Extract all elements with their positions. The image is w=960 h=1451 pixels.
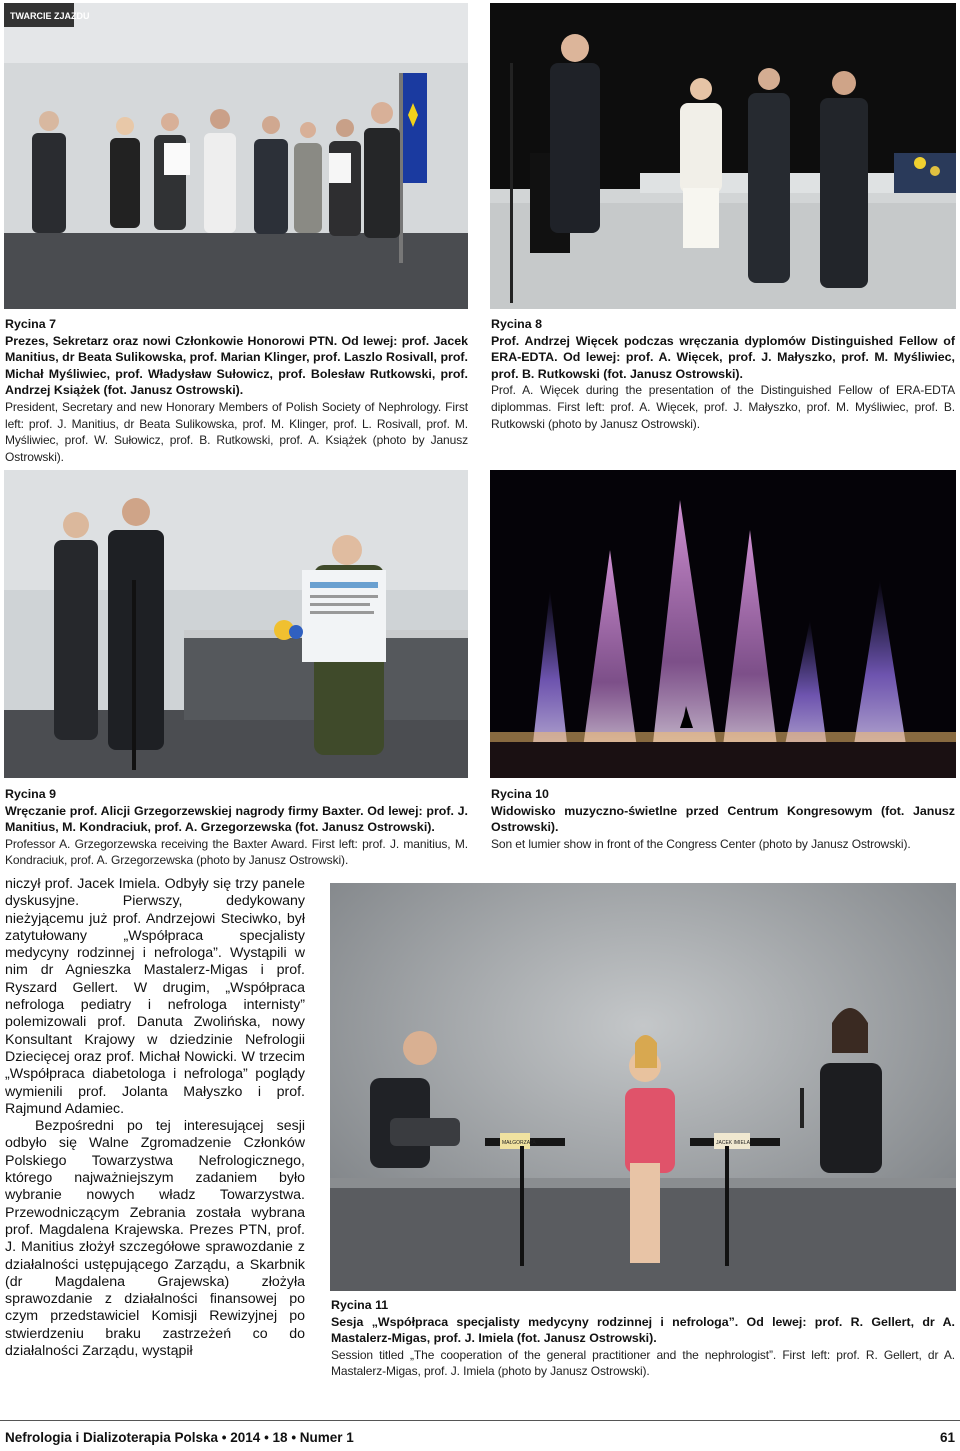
photo-rycina-9-image [4, 470, 468, 778]
caption-label: Rycina 7 [5, 317, 56, 331]
nameplate-right-text: JACEK IMIELA [716, 1140, 750, 1146]
caption-polish-text: Sesja „Współpraca specjalisty medycyny rodzinnej i nefrologa”. Od lewej: prof. R. Gellert, dr A. Mastalerz-Migas, prof. J. Imiela (fot. Janusz Ostrowski). [331, 1314, 955, 1346]
photo-rycina-9 [4, 470, 468, 778]
body-paragraph: niczył prof. Jacek Imiela. Odbyły się trzy panele dyskusyjne. Pierwszy, dedykowany nieżyjącemu już prof. Andrzejowi Steciwko, był zatytułowany „Współpraca specjalisty medycyny rodzinnej i nefrologa”. Wystąpili w nim dr Agnieszka Mastalerz-Migas i prof. Ryszard Gellert. W drugim, „Współpraca nefrologa pediatry i nefrologa internisty” polemizowali prof. Danuta Zwolińska, nowy Konsultant Krajowy w dziedzinie Nefrologii Dziecięcej oraz prof. Michał Nowicki. W trzecim „Współpraca diabetologa i nefrologa” poglądy wymienili prof. Jolanta Małyszko i prof. Rajmund Adamiec. [5, 876, 305, 1117]
caption-english-text: President, Secretary and new Honorary Members of Polish Society of Nephrology. First left: prof. J. Manitius, dr Beata Sulikowska, prof. M. Klinger, prof. L. Rosivall, prof. M. Myśliwiec, prof. W. Sułowicz, prof. B. Rutkowski, prof. A. Książek (photo by Janusz Ostrowski). [5, 399, 468, 464]
journal-citation: Nefrologia i Dializoterapia Polska • 2014 • 18 • Numer 1 [5, 1430, 354, 1445]
photo-rycina-7-image [4, 3, 468, 309]
caption-english-text: Prof. A. Więcek during the presentation of the Distinguished Fellow of ERA-EDTA diplommas. First left: prof. A. Więcek, prof. J. Małyszko, prof. M. Myśliwiec, prof. B. Rutkowski (photo by Janusz Ostrowski). [491, 383, 955, 431]
photo-rycina-11-image [330, 883, 956, 1291]
body-paragraph: Bezpośredni po tej interesującej sesji odbyło się Walne Zgromadzenie Członków Polskiego Towarzystwa Nefrologicznego, którego najważniejszym zadaniem było wybranie nowych władz Towarzystwa. Przewodniczącym Zebrania została wybrana prof. Magdalena Krajewska. Prezes PTN, prof. J. Manitius złożył szczegółowe sprawozdanie z działalności ustępującego Zarządu, a Skarbnik (dr Magdalena Grajewska) złożyła sprawozdanie z działalności finansowej po czym przedstawiciel Komisji Rewizyjnej po stwierdzeniu braku zastrzeżeń co do działalności Zarządu, wystąpił [5, 1118, 305, 1360]
photo-rycina-8-image [490, 3, 956, 309]
caption-polish-text: Widowisko muzyczno-świetlne przed Centrum Kongresowym (fot. Janusz Ostrowski). [491, 803, 955, 835]
footer-divider [0, 1420, 960, 1421]
caption-english-text: Session titled „The cooperation of the general practitioner and the nephrologist”. First left: prof. R. Gellert, dr A. Mastalerz-Migas, prof. J. Imiela (photo by Janusz Ostrowski). [331, 1347, 955, 1379]
caption-rycina-7 [5, 316, 468, 465]
page-number: 61 [939, 1430, 955, 1445]
photo-rycina-7 [4, 3, 468, 309]
photo-banner-text: TWARCIE ZJAZDU [10, 11, 90, 21]
caption-label: Rycina 9 [5, 787, 56, 801]
caption-label: Rycina 8 [491, 317, 542, 331]
caption-label: Rycina 11 [331, 1298, 389, 1312]
caption-rycina-9 [5, 786, 468, 869]
caption-polish-text: Prezes, Sekretarz oraz nowi Członkowie Honorowi PTN. Od lewej: prof. Jacek Manitius, dr Beata Sulikowska, prof. Marian Klinger, prof. Laszlo Rosivall, prof. Michał Myśliwiec, prof. Władysław Sułowicz, prof. Bolesław Rutkowski, prof. Andrzej Książek (fot. Janusz Ostrowski). [5, 333, 468, 398]
caption-polish-text: Prof. Andrzej Więcek podczas wręczania dyplomów Distinguished Fellow of ERA-EDTA. Od lewej: prof. A. Więcek, prof. J. Małyszko, prof. M. Myśliwiec, prof. B. Rutkowski (fot. Janusz Ostrowski). [491, 333, 955, 381]
article-body-text [5, 876, 305, 1360]
photo-rycina-8 [490, 3, 956, 309]
caption-rycina-8 [491, 316, 955, 432]
caption-polish-text: Wręczanie prof. Alicji Grzegorzewskiej nagrody firmy Baxter. Od lewej: prof. J. Manitius, M. Kondraciuk, prof. A. Grzegorzewska (fot. Janusz Ostrowski). [5, 803, 468, 835]
photo-rycina-10 [490, 470, 956, 778]
caption-rycina-11 [331, 1297, 955, 1380]
caption-english-text: Son et lumier show in front of the Congress Center (photo by Janusz Ostrowski). [491, 836, 911, 851]
caption-rycina-10 [491, 786, 955, 852]
caption-english-text: Professor A. Grzegorzewska receiving the Baxter Award. First left: prof. J. manitius, M. Kondraciuk, prof. A. Grzegorzewska (photo by Janusz Ostrowski). [5, 836, 468, 868]
nameplate-center-text: MAŁGORZATA [502, 1140, 536, 1146]
photo-rycina-10-image [490, 470, 956, 778]
caption-label: Rycina 10 [491, 787, 549, 801]
photo-rycina-11 [330, 883, 956, 1291]
